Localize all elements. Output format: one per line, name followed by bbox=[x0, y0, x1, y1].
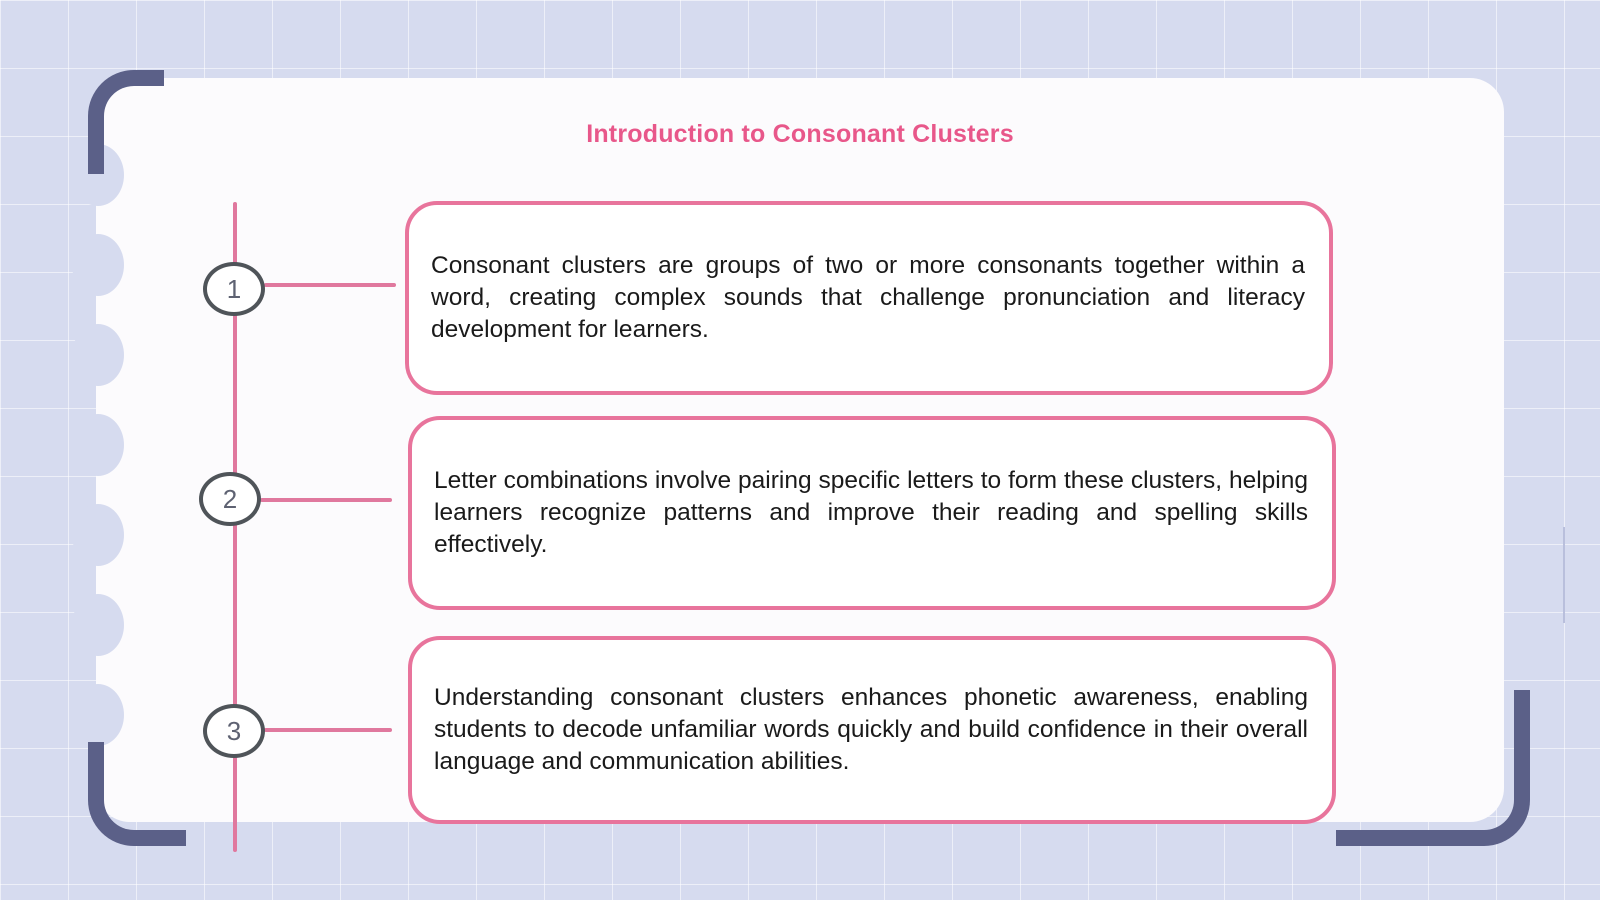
step-connector bbox=[264, 728, 392, 732]
card-notch bbox=[72, 414, 124, 476]
step-number-3: 3 bbox=[203, 704, 265, 758]
card-notch bbox=[72, 504, 124, 566]
card-notch bbox=[72, 684, 124, 746]
step-number-2: 2 bbox=[199, 472, 261, 526]
corner-bracket-bottom-left bbox=[88, 742, 186, 846]
step-text-2: Letter combinations involve pairing specific letters to form these clusters, helping learners recognize patterns and improve their reading and spelling skills effectively. bbox=[434, 467, 1308, 558]
step-box-2 bbox=[408, 416, 1336, 610]
step-number-1: 1 bbox=[203, 262, 265, 316]
step-box-1 bbox=[405, 201, 1333, 395]
slide-title: Introduction to Consonant Clusters bbox=[586, 120, 1014, 148]
background-tick-mark bbox=[1563, 527, 1565, 623]
step-connector bbox=[260, 498, 392, 502]
step-connector bbox=[264, 283, 396, 287]
corner-bracket-bottom-right bbox=[1336, 690, 1530, 846]
step-text-3: Understanding consonant clusters enhances phonetic awareness, enabling students to decode unfamiliar words quickly and build confidence in their overall language and communication abilities. bbox=[434, 684, 1308, 775]
card-notch bbox=[72, 234, 124, 296]
card-notch bbox=[72, 594, 124, 656]
card-notch bbox=[72, 324, 124, 386]
step-text-1: Consonant clusters are groups of two or more consonants together within a word, creating complex sounds that challenge pronunciation and literacy development for learners. bbox=[431, 252, 1305, 343]
step-box-3 bbox=[408, 636, 1336, 824]
